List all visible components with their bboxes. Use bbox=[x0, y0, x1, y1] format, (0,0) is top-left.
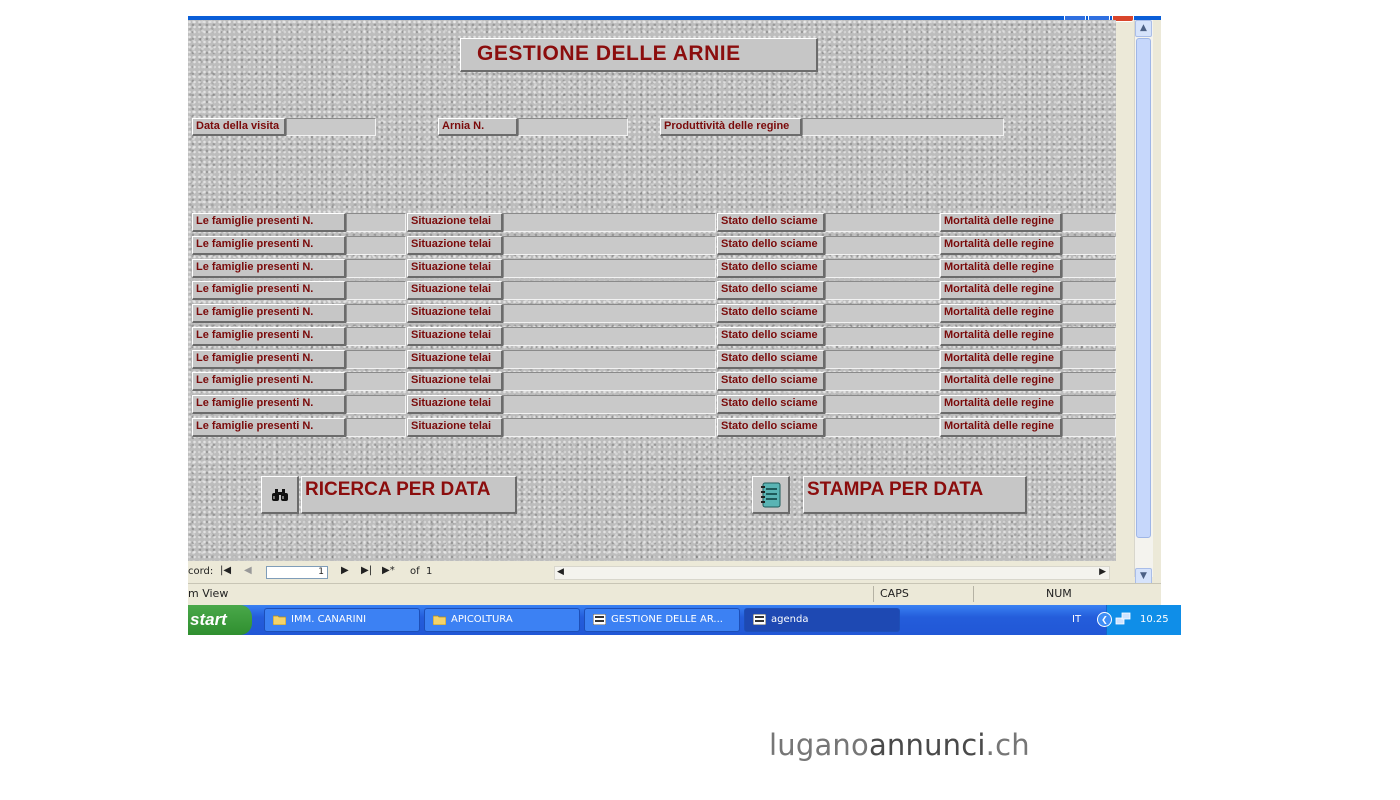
record-navigation-bar bbox=[188, 564, 1116, 582]
input-produttivita[interactable] bbox=[802, 118, 1004, 136]
of-label: of bbox=[410, 566, 420, 577]
last-record-icon[interactable]: ▶| bbox=[361, 565, 373, 576]
watermark-part2: annunci bbox=[868, 728, 986, 762]
label-mortalita: Mortalità delle regine bbox=[940, 327, 1062, 346]
label-famiglie: Le famiglie presenti N. bbox=[192, 327, 346, 346]
input-telai[interactable] bbox=[503, 418, 716, 437]
input-telai[interactable] bbox=[503, 304, 716, 323]
input-telai[interactable] bbox=[503, 327, 716, 346]
watermark-part3: .ch bbox=[985, 728, 1030, 762]
show-hidden-icons-icon[interactable]: ❮ bbox=[1097, 612, 1112, 627]
status-bar bbox=[188, 583, 1161, 605]
new-record-icon[interactable]: ▶* bbox=[382, 565, 395, 576]
input-famiglie[interactable] bbox=[346, 372, 406, 391]
input-famiglie[interactable] bbox=[346, 327, 406, 346]
input-sciame[interactable] bbox=[825, 395, 940, 414]
label-telai: Situazione telai bbox=[407, 259, 503, 278]
label-famiglie: Le famiglie presenti N. bbox=[192, 304, 346, 323]
vertical-scrollbar[interactable] bbox=[1134, 20, 1153, 581]
input-sciame[interactable] bbox=[825, 259, 940, 278]
record-number-input[interactable]: 1 bbox=[266, 566, 328, 579]
label-mortalita: Mortalità delle regine bbox=[940, 350, 1062, 369]
label-data-visita: Data della visita bbox=[192, 118, 286, 136]
access-window bbox=[188, 16, 1161, 605]
input-telai[interactable] bbox=[503, 281, 716, 300]
input-famiglie[interactable] bbox=[346, 418, 406, 437]
input-sciame[interactable] bbox=[825, 418, 940, 437]
input-famiglie[interactable] bbox=[346, 350, 406, 369]
label-mortalita: Mortalità delle regine bbox=[940, 395, 1062, 414]
input-mortalita[interactable] bbox=[1062, 418, 1116, 437]
task-gestione-arnie[interactable] bbox=[584, 608, 740, 632]
language-indicator[interactable]: IT bbox=[1072, 614, 1082, 625]
input-sciame[interactable] bbox=[825, 327, 940, 346]
form-title: GESTIONE DELLE ARNIE bbox=[460, 38, 818, 72]
task-label: IMM. CANARINI bbox=[291, 614, 367, 625]
label-famiglie: Le famiglie presenti N. bbox=[192, 418, 346, 437]
input-telai[interactable] bbox=[503, 236, 716, 255]
label-telai: Situazione telai bbox=[407, 281, 503, 300]
label-sciame: Stato dello sciame bbox=[717, 372, 825, 391]
label-mortalita: Mortalità delle regine bbox=[940, 259, 1062, 278]
label-telai: Situazione telai bbox=[407, 213, 503, 232]
label-telai: Situazione telai bbox=[407, 350, 503, 369]
input-famiglie[interactable] bbox=[346, 395, 406, 414]
task-label: agenda bbox=[771, 614, 809, 625]
scroll-left-icon[interactable]: ◀ bbox=[557, 567, 564, 577]
binoculars-icon bbox=[271, 488, 289, 502]
network-icon[interactable] bbox=[1115, 612, 1131, 627]
folder-icon bbox=[273, 614, 286, 625]
label-famiglie: Le famiglie presenti N. bbox=[192, 395, 346, 414]
label-famiglie: Le famiglie presenti N. bbox=[192, 281, 346, 300]
label-famiglie: Le famiglie presenti N. bbox=[192, 259, 346, 278]
form-area bbox=[188, 20, 1116, 561]
label-sciame: Stato dello sciame bbox=[717, 418, 825, 437]
input-famiglie[interactable] bbox=[346, 213, 406, 232]
input-famiglie[interactable] bbox=[346, 281, 406, 300]
label-sciame: Stato dello sciame bbox=[717, 213, 825, 232]
label-telai: Situazione telai bbox=[407, 304, 503, 323]
label-famiglie: Le famiglie presenti N. bbox=[192, 236, 346, 255]
search-icon-button[interactable] bbox=[261, 476, 299, 514]
input-telai[interactable] bbox=[503, 259, 716, 278]
input-data-visita[interactable] bbox=[286, 118, 376, 136]
input-sciame[interactable] bbox=[825, 372, 940, 391]
input-telai[interactable] bbox=[503, 395, 716, 414]
label-mortalita: Mortalità delle regine bbox=[940, 281, 1062, 300]
print-by-date-button[interactable]: STAMPA PER DATA bbox=[803, 476, 1027, 514]
input-sciame[interactable] bbox=[825, 213, 940, 232]
status-view-text: m View bbox=[188, 587, 229, 600]
label-sciame: Stato dello sciame bbox=[717, 304, 825, 323]
watermark-logo bbox=[769, 728, 1030, 762]
label-arnia: Arnia N. bbox=[438, 118, 518, 136]
label-produttivita: Produttività delle regine bbox=[660, 118, 802, 136]
input-mortalita[interactable] bbox=[1062, 236, 1116, 255]
input-sciame[interactable] bbox=[825, 281, 940, 300]
input-mortalita[interactable] bbox=[1062, 213, 1116, 232]
label-telai: Situazione telai bbox=[407, 372, 503, 391]
taskbar bbox=[188, 605, 1180, 635]
input-mortalita[interactable] bbox=[1062, 350, 1116, 369]
input-sciame[interactable] bbox=[825, 236, 940, 255]
scroll-down-button[interactable]: ▼ bbox=[1135, 568, 1152, 585]
access-form-icon bbox=[593, 614, 606, 625]
label-sciame: Stato dello sciame bbox=[717, 395, 825, 414]
input-telai[interactable] bbox=[503, 213, 716, 232]
folder-icon bbox=[433, 614, 446, 625]
access-form-icon bbox=[753, 614, 766, 625]
input-sciame[interactable] bbox=[825, 350, 940, 369]
caps-indicator: CAPS bbox=[873, 586, 973, 602]
scroll-right-icon[interactable]: ▶ bbox=[1099, 567, 1106, 577]
label-sciame: Stato dello sciame bbox=[717, 281, 825, 300]
label-famiglie: Le famiglie presenti N. bbox=[192, 372, 346, 391]
print-icon-button[interactable] bbox=[752, 476, 790, 514]
input-famiglie[interactable] bbox=[346, 304, 406, 323]
task-label: APICOLTURA bbox=[451, 614, 513, 625]
input-mortalita[interactable] bbox=[1062, 327, 1116, 346]
task-label: GESTIONE DELLE AR... bbox=[611, 614, 723, 625]
scroll-up-button[interactable]: ▲ bbox=[1135, 20, 1152, 37]
task-apicoltura[interactable] bbox=[424, 608, 580, 632]
num-indicator-text: NUM bbox=[1046, 587, 1072, 600]
total-records: 1 bbox=[426, 566, 433, 577]
label-mortalita: Mortalità delle regine bbox=[940, 213, 1062, 232]
label-mortalita: Mortalità delle regine bbox=[940, 418, 1062, 437]
watermark-part1: lugano bbox=[769, 728, 869, 762]
task-imm-canarini[interactable] bbox=[264, 608, 420, 632]
input-mortalita[interactable] bbox=[1062, 372, 1116, 391]
label-famiglie: Le famiglie presenti N. bbox=[192, 213, 346, 232]
input-arnia[interactable] bbox=[518, 118, 628, 136]
first-record-icon[interactable]: |◀ bbox=[220, 565, 232, 576]
label-telai: Situazione telai bbox=[407, 236, 503, 255]
input-telai[interactable] bbox=[503, 350, 716, 369]
system-tray bbox=[1101, 605, 1181, 635]
input-mortalita[interactable] bbox=[1062, 395, 1116, 414]
horizontal-scrollbar[interactable] bbox=[554, 566, 1110, 580]
label-telai: Situazione telai bbox=[407, 418, 503, 437]
scroll-thumb[interactable] bbox=[1136, 38, 1151, 538]
label-mortalita: Mortalità delle regine bbox=[940, 236, 1062, 255]
label-telai: Situazione telai bbox=[407, 327, 503, 346]
label-sciame: Stato dello sciame bbox=[717, 350, 825, 369]
input-sciame[interactable] bbox=[825, 304, 940, 323]
input-telai[interactable] bbox=[503, 372, 716, 391]
input-mortalita[interactable] bbox=[1062, 304, 1116, 323]
input-famiglie[interactable] bbox=[346, 236, 406, 255]
input-mortalita[interactable] bbox=[1062, 259, 1116, 278]
label-sciame: Stato dello sciame bbox=[717, 236, 825, 255]
clock[interactable]: 10.25 bbox=[1140, 614, 1169, 625]
label-mortalita: Mortalità delle regine bbox=[940, 304, 1062, 323]
notebook-icon bbox=[760, 482, 782, 508]
input-famiglie[interactable] bbox=[346, 259, 406, 278]
previous-record-icon[interactable]: ◀ bbox=[244, 565, 252, 576]
label-telai: Situazione telai bbox=[407, 395, 503, 414]
start-button[interactable]: start bbox=[188, 605, 252, 635]
label-sciame: Stato dello sciame bbox=[717, 327, 825, 346]
label-mortalita: Mortalità delle regine bbox=[940, 372, 1062, 391]
record-label: cord: bbox=[188, 566, 214, 577]
label-sciame: Stato dello sciame bbox=[717, 259, 825, 278]
next-record-icon[interactable]: ▶ bbox=[341, 565, 349, 576]
label-famiglie: Le famiglie presenti N. bbox=[192, 350, 346, 369]
search-by-date-button[interactable]: RICERCA PER DATA bbox=[301, 476, 517, 514]
input-mortalita[interactable] bbox=[1062, 281, 1116, 300]
task-agenda[interactable] bbox=[744, 608, 900, 632]
